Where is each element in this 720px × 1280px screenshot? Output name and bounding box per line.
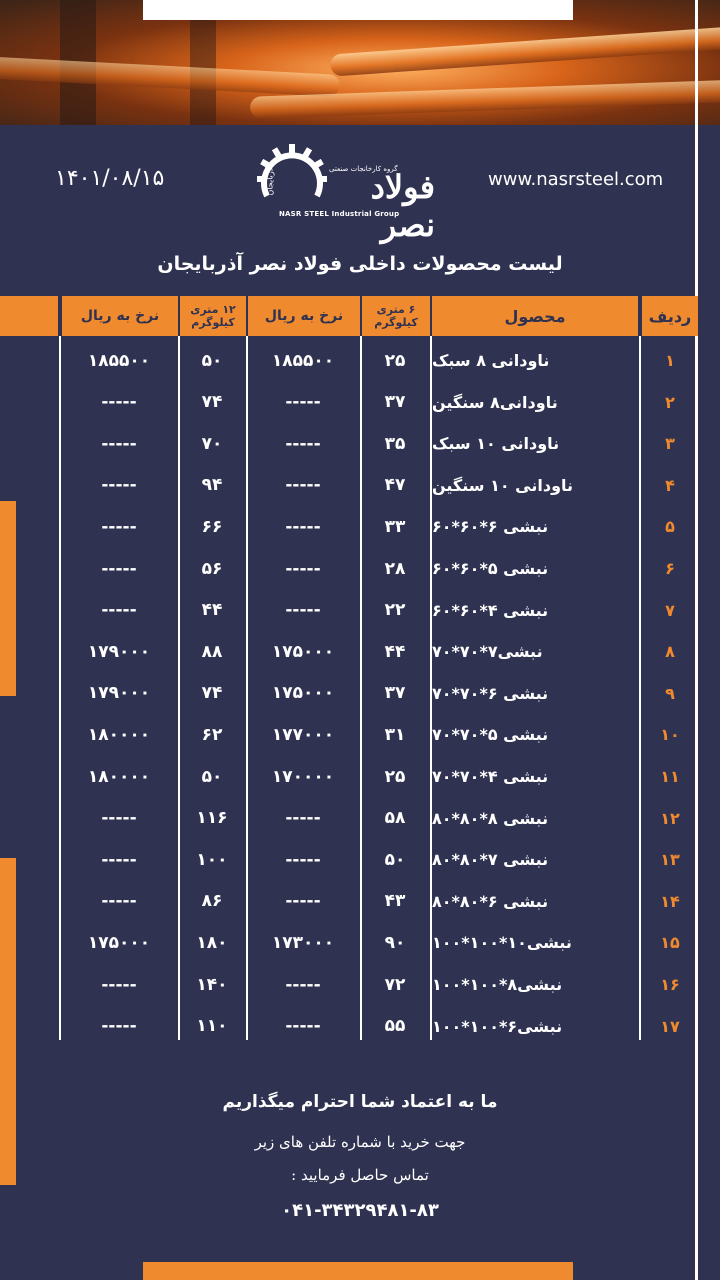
cell-price12: ----- [101, 475, 137, 496]
cell-price12: ----- [101, 849, 137, 870]
cell-price6: ----- [285, 849, 321, 870]
cell-price6: ۱۸۵۵۰۰ [271, 350, 335, 371]
cell-kg6: ۳۳ [384, 516, 406, 537]
cell-price6: ----- [285, 891, 321, 912]
cell-kg12: ۵۰ [201, 766, 223, 787]
cell-kg6: ۴۷ [384, 475, 406, 496]
col-header-kg12: ۱۲ متری کیلوگرم [180, 296, 246, 336]
cell-kg12: ۱۱۰ [196, 1016, 228, 1037]
cell-product: نبشی ۴*۷۰*۷۰ [432, 767, 549, 786]
cell-kg6: ۳۷ [384, 683, 406, 704]
col-header-product: محصول [432, 296, 638, 336]
cell-kg6: ۳۷ [384, 392, 406, 413]
cell-price12: ----- [101, 516, 137, 537]
cell-price6: ----- [285, 808, 321, 829]
cell-index: ۴ [665, 475, 675, 495]
col-header-price6: نرخ به ریال [248, 296, 360, 336]
cell-index: ۶ [665, 559, 675, 578]
cell-kg12: ۷۴ [201, 683, 223, 704]
cell-kg12: ۶۲ [201, 724, 223, 745]
cell-price12: ۱۸۰۰۰۰ [87, 724, 151, 745]
footer-line-1: جهت خرید با شماره تلفن های زیر [254, 1133, 466, 1151]
cell-kg12: ۵۶ [201, 558, 223, 579]
column-divider [639, 336, 641, 1040]
cell-product: نبشی ۸*۸۰*۸۰ [432, 808, 549, 828]
cell-product: ناودانی ۱۰ سنگین [432, 475, 574, 495]
cell-product: ناودانی۸ سنگین [432, 392, 558, 412]
logo-english: NASR STEEL Industrial Group [279, 210, 400, 218]
cell-price6: ----- [285, 1016, 321, 1037]
cell-price12: ----- [101, 600, 137, 621]
cell-price6: ۱۷۵۰۰۰ [271, 683, 335, 704]
cell-index: ۱۵ [660, 933, 680, 953]
cell-product: نبشی۱۰*۱۰۰*۱۰۰ [432, 933, 572, 953]
cell-kg12: ۱۴۰ [196, 974, 228, 995]
cell-product: نبشی ۷*۸۰*۸۰ [432, 850, 549, 870]
bottom-accent-strip [143, 1262, 573, 1280]
col-header-price12: نرخ به ریال [62, 296, 178, 336]
top-white-strip [143, 0, 573, 20]
cell-kg12: ۵۰ [201, 350, 223, 371]
cell-kg12: ۴۴ [201, 600, 223, 621]
cell-kg6: ۵۵ [384, 1016, 406, 1037]
phone-number[interactable]: ۰۴۱-۳۴۳۲۹۴۸۱-۸۳ [281, 1200, 439, 1221]
date-label: ۱۴۰۱/۰۸/۱۵ [55, 166, 165, 191]
cell-price6: ۱۷۰۰۰۰ [271, 766, 335, 787]
logo-region: آذربایجان [265, 165, 275, 196]
logo-tagline: گروه کارخانجات صنعتی [329, 165, 398, 173]
cell-price6: ----- [285, 433, 321, 454]
cell-index: ۱۲ [660, 808, 680, 828]
cell-price6: ----- [285, 600, 321, 621]
cell-kg12: ۸۶ [201, 891, 223, 912]
cell-price12: ----- [101, 558, 137, 579]
cell-kg6: ۹۰ [384, 932, 406, 953]
cell-index: ۱ [665, 351, 675, 370]
cell-kg6: ۳۱ [384, 724, 406, 745]
cell-kg6: ۵۰ [384, 849, 406, 870]
left-accent-bar [0, 501, 16, 696]
footer-slogan: ما به اعتماد شما احترام میگذاریم [222, 1092, 498, 1112]
cell-kg12: ۷۰ [201, 433, 223, 454]
cell-kg6: ۴۴ [384, 641, 406, 662]
cell-product: نبشی۶*۱۰۰*۱۰۰ [432, 1016, 563, 1036]
footer-line-2: تماس حاصل فرمایید : [291, 1166, 429, 1184]
cell-index: ۱۱ [660, 767, 680, 786]
cell-price6: ----- [285, 974, 321, 995]
cell-kg6: ۷۲ [384, 974, 406, 995]
cell-price6: ----- [285, 475, 321, 496]
cell-price6: ----- [285, 558, 321, 579]
cell-price6: ۱۷۷۰۰۰ [271, 724, 335, 745]
cell-price12: ----- [101, 392, 137, 413]
cell-price12: ----- [101, 1016, 137, 1037]
cell-kg12: ۹۴ [201, 475, 223, 496]
cell-kg6: ۳۵ [384, 433, 406, 454]
cell-product: نبشی ۶*۸۰*۸۰ [432, 891, 549, 911]
cell-price12: ۱۷۹۰۰۰ [87, 641, 151, 662]
cell-index: ۱۷ [660, 1016, 680, 1036]
cell-product: نبشی ۵*۶۰*۶۰ [432, 559, 549, 578]
cell-product: نبشی ۴*۶۰*۶۰ [432, 600, 549, 620]
cell-price12: ۱۷۵۰۰۰ [87, 932, 151, 953]
cell-index: ۷ [665, 600, 675, 620]
cell-product: نبشی ۵*۷۰*۷۰ [432, 725, 549, 745]
cell-kg6: ۵۸ [384, 808, 406, 829]
website-link[interactable]: www.nasrsteel.com [488, 169, 664, 190]
page-title: لیست محصولات داخلی فولاد نصر آذربایجان [157, 253, 563, 275]
cell-price6: ----- [285, 516, 321, 537]
cell-index: ۱۶ [660, 975, 680, 994]
cell-index: ۱۰ [660, 725, 680, 745]
cell-price6: ۱۷۵۰۰۰ [271, 641, 335, 662]
cell-index: ۱۴ [660, 891, 680, 911]
cell-index: ۹ [665, 683, 675, 703]
cell-kg6: ۲۵ [384, 766, 406, 787]
cell-kg12: ۶۶ [201, 516, 223, 537]
col-header-kg6: ۶ متری کیلوگرم [362, 296, 430, 336]
cell-price6: ----- [285, 392, 321, 413]
cell-product: نبشی ۶*۷۰*۷۰ [432, 683, 549, 703]
cell-index: ۸ [665, 642, 675, 662]
cell-product: ناودانی ۸ سبک [432, 351, 550, 370]
cell-index: ۲ [665, 392, 675, 412]
logo-wordmark: فولاد نصر [370, 168, 435, 244]
header-left-cap [0, 296, 58, 336]
col-header-index: ردیف [642, 296, 698, 336]
cell-kg6: ۲۵ [384, 350, 406, 371]
cell-price12: ۱۷۹۰۰۰ [87, 683, 151, 704]
cell-product: نبشی۸*۱۰۰*۱۰۰ [432, 975, 563, 994]
cell-index: ۳ [665, 434, 675, 454]
cell-price12: ----- [101, 433, 137, 454]
cell-kg6: ۴۳ [384, 891, 406, 912]
company-logo [245, 140, 435, 244]
cell-kg12: ۱۰۰ [196, 849, 228, 870]
cell-price12: ۱۸۰۰۰۰ [87, 766, 151, 787]
cell-price12: ----- [101, 891, 137, 912]
cell-kg12: ۱۸۰ [196, 932, 228, 953]
cell-kg12: ۱۱۶ [196, 808, 228, 829]
cell-index: ۱۳ [660, 850, 680, 870]
cell-product: نبشی ۶*۶۰*۶۰ [432, 517, 549, 537]
cell-kg6: ۲۸ [384, 558, 406, 579]
cell-kg12: ۸۸ [201, 641, 223, 662]
cell-price12: ----- [101, 974, 137, 995]
cell-price12: ۱۸۵۵۰۰ [87, 350, 151, 371]
cell-product: نبشی۷*۷۰*۷۰ [432, 642, 543, 662]
cell-index: ۵ [665, 517, 675, 537]
cell-kg12: ۷۴ [201, 392, 223, 413]
cell-price6: ۱۷۳۰۰۰ [271, 932, 335, 953]
cell-price12: ----- [101, 808, 137, 829]
cell-product: ناودانی ۱۰ سبک [432, 434, 560, 454]
cell-kg6: ۲۲ [384, 600, 406, 621]
